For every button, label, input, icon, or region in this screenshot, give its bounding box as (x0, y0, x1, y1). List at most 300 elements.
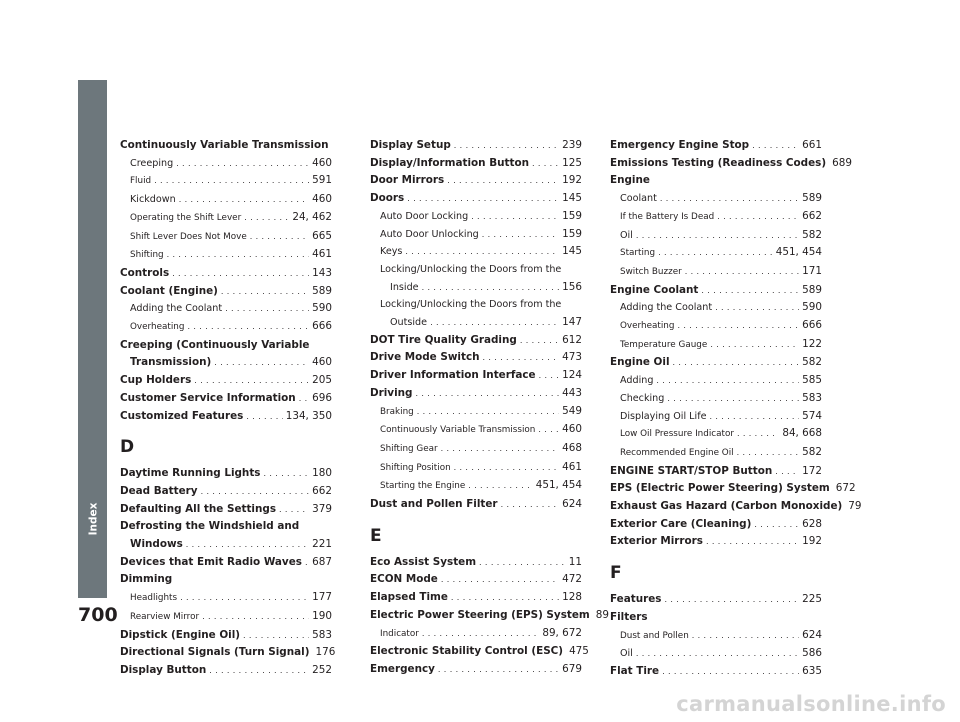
page-reference: 687 (312, 555, 332, 568)
page-reference: 156 (562, 280, 582, 293)
leader-dots (417, 403, 559, 421)
leader-dots (176, 155, 309, 173)
page-reference: 666 (802, 319, 822, 332)
page-number: 700 (78, 604, 118, 626)
index-subentry (610, 299, 822, 317)
page-reference: 143 (312, 266, 332, 279)
entry-label: Features (610, 593, 662, 606)
page-reference: 205 (312, 374, 332, 387)
leader-dots (677, 317, 799, 335)
index-entry (120, 554, 332, 572)
index-subentry (610, 263, 822, 282)
index-entry (370, 367, 582, 385)
entry-label: Creeping (130, 157, 174, 169)
leader-dots (715, 299, 799, 317)
index-entry (120, 465, 332, 483)
leader-dots (441, 571, 559, 589)
entry-label: Exterior Care (Cleaning) (610, 517, 752, 530)
page-reference: 679 (562, 662, 582, 675)
page-reference: 460 (562, 423, 582, 436)
index-subentry (120, 191, 332, 209)
index-subentry (120, 318, 332, 337)
entry-label: Outside (390, 317, 428, 329)
page-reference: 145 (562, 192, 582, 205)
page-reference: 461 (562, 460, 582, 473)
index-entry (370, 190, 582, 208)
page-reference: 24, 462 (292, 210, 332, 223)
leader-dots (483, 349, 560, 367)
entry-label: Devices that Emit Radio Waves (120, 555, 302, 568)
index-subentry (370, 296, 582, 314)
page-reference: 665 (312, 229, 332, 242)
page-reference: 590 (312, 302, 332, 315)
leader-dots (279, 501, 309, 519)
entry-label: Braking (380, 406, 414, 417)
entry-label: Displaying Oil Life (620, 410, 707, 422)
page-reference: 662 (802, 209, 822, 222)
index-entry (370, 643, 589, 661)
entry-label: Drive Mode Switch (370, 351, 480, 364)
index-column-2 (370, 137, 609, 679)
index-subentry (370, 208, 582, 226)
entry-label: Dust and Pollen Filter (370, 498, 498, 511)
page-reference: 11 (568, 555, 582, 568)
leader-dots (656, 372, 799, 390)
leader-dots (225, 300, 309, 318)
entry-label: Defrosting the Windshield and (120, 520, 300, 533)
leader-dots (180, 589, 309, 607)
entry-label: Continuously Variable Transmission (120, 139, 329, 151)
page-reference: 628 (802, 517, 822, 530)
index-subentry (370, 440, 582, 459)
leader-dots (706, 533, 799, 551)
page-reference: 583 (802, 391, 822, 404)
index-subentry (370, 314, 582, 332)
page-reference: 589 (802, 283, 822, 296)
page-reference: 468 (562, 441, 582, 454)
entry-label: Exterior Mirrors (610, 535, 703, 548)
index-subentry (120, 228, 332, 247)
page-reference: 252 (312, 663, 332, 676)
entry-label: Shifting Gear (380, 443, 438, 454)
index-entry (120, 337, 332, 355)
entry-label: Flat Tire (610, 664, 660, 677)
index-entry (610, 463, 822, 481)
index-entry (370, 332, 582, 350)
index-entry (370, 554, 582, 572)
leader-dots (520, 332, 559, 350)
index-entry (120, 518, 332, 536)
index-entry (610, 533, 822, 551)
leader-dots (407, 190, 559, 208)
entry-label: Headlights (130, 593, 178, 604)
page-reference: 145 (562, 245, 582, 258)
entry-label: Keys (380, 246, 403, 258)
leader-dots (737, 425, 779, 443)
page-reference: 472 (562, 573, 582, 586)
section-heading: E (370, 525, 382, 546)
leader-dots (532, 155, 559, 173)
leader-dots (244, 209, 289, 227)
entry-label: Adding the Coolant (620, 302, 713, 314)
index-subentry (120, 246, 332, 265)
page-reference: 661 (802, 139, 822, 151)
page-reference: 591 (312, 174, 332, 187)
index-entry (120, 571, 332, 589)
entry-label: Shift Lever Does Not Move (130, 231, 247, 242)
page-reference: 159 (562, 227, 582, 240)
index-subentry (370, 421, 582, 440)
page-reference: 582 (802, 356, 822, 369)
leader-dots (422, 625, 539, 643)
index-subentry (120, 172, 332, 191)
index-entry (120, 627, 332, 645)
index-subentry (610, 227, 822, 245)
entry-label: Emissions Testing (Readiness Codes) (610, 156, 827, 169)
entry-label: Coolant (Engine) (120, 284, 218, 297)
index-subentry (120, 589, 332, 608)
page-reference: 589 (802, 192, 822, 205)
leader-dots (660, 190, 799, 208)
index-subentry (610, 444, 822, 463)
index-subentry (370, 403, 582, 422)
page-reference: 585 (802, 374, 822, 387)
leader-dots (250, 228, 309, 246)
index-entry (370, 589, 582, 607)
leader-dots (201, 483, 310, 501)
page-reference: 574 (802, 409, 822, 422)
entry-label: Temperature Gauge (620, 339, 708, 350)
index-subentry (610, 336, 822, 355)
index-entry (370, 607, 609, 625)
leader-dots (454, 459, 560, 477)
entry-label: Dipstick (Engine Oil) (120, 628, 241, 641)
leader-dots (194, 372, 309, 390)
leader-dots (451, 589, 559, 607)
leader-dots (737, 444, 800, 462)
entry-label: Transmission) (130, 356, 212, 369)
index-entry (610, 282, 822, 300)
entry-label: Emergency Engine Stop (610, 139, 750, 151)
index-subentry (610, 627, 822, 646)
index-entry (610, 354, 822, 372)
page-reference: 590 (802, 301, 822, 314)
leader-dots (441, 440, 560, 458)
index-subentry (370, 279, 582, 297)
index-subentry (120, 209, 332, 228)
entry-label: Doors (370, 192, 405, 205)
entry-label: Driver Information Interface (370, 369, 536, 382)
leader-dots (405, 243, 559, 261)
entry-label: Engine (610, 174, 650, 187)
leader-dots (482, 226, 559, 244)
page-reference: 666 (312, 320, 332, 333)
page-reference: 624 (562, 498, 582, 511)
index-entry (120, 662, 332, 680)
leader-dots (415, 385, 559, 403)
entry-label: Starting the Engine (380, 481, 466, 492)
leader-dots (243, 627, 309, 645)
leader-dots (471, 208, 559, 226)
index-subentry (610, 645, 822, 663)
leader-dots (209, 662, 309, 680)
index-subentry (120, 608, 332, 627)
entry-label: Auto Door Locking (380, 210, 469, 222)
side-tab-label: Index (87, 502, 100, 536)
leader-dots (172, 265, 309, 283)
leader-dots (775, 463, 799, 481)
index-subentry (610, 390, 822, 408)
index-entry (120, 483, 332, 501)
leader-dots (752, 137, 799, 155)
section-heading: F (610, 563, 622, 584)
leader-dots (246, 408, 282, 426)
index-entry (370, 137, 582, 155)
page-reference: 689 (832, 156, 852, 169)
page-reference: 239 (562, 139, 582, 151)
entry-label: Cup Holders (120, 374, 192, 387)
index-subentry (610, 372, 822, 390)
page-reference: 172 (802, 464, 822, 477)
entry-label: Oil (620, 648, 633, 660)
leader-dots (202, 608, 309, 626)
page-reference: 582 (802, 445, 822, 458)
leader-dots (701, 282, 799, 300)
page-reference: 125 (562, 156, 582, 169)
index-subentry (610, 408, 822, 426)
entry-label: Starting (620, 248, 656, 259)
entry-label: Coolant (620, 193, 657, 205)
entry-label: Oil (620, 229, 633, 241)
index-entry (120, 501, 332, 519)
entry-label: ENGINE START/STOP Button (610, 464, 773, 477)
entry-label: Display Button (120, 663, 207, 676)
page-reference: 192 (802, 535, 822, 548)
entry-label: Display Setup (370, 139, 451, 151)
index-entry (610, 609, 822, 627)
index-subentry (370, 261, 582, 279)
entry-label: If the Battery Is Dead (620, 211, 715, 222)
index-entry (610, 137, 822, 155)
leader-dots (305, 554, 309, 572)
page-reference: 589 (312, 284, 332, 297)
entry-label: Recommended Engine Oil (620, 447, 734, 458)
index-column-3 (610, 137, 862, 681)
leader-dots (539, 367, 560, 385)
index-entry (370, 172, 582, 190)
leader-dots (538, 421, 559, 439)
leader-dots (636, 645, 799, 663)
page-reference: 176 (315, 646, 336, 659)
page-reference: 612 (562, 333, 582, 346)
leader-dots (214, 354, 309, 372)
page-reference: 122 (802, 337, 822, 350)
entry-label: Electric Power Steering (EPS) System (370, 608, 590, 621)
page-reference: 451, 454 (775, 246, 822, 259)
leader-dots (664, 591, 799, 609)
leader-dots (422, 279, 560, 297)
entry-label: Emergency (370, 662, 435, 675)
leader-dots (430, 314, 559, 332)
page-reference: 582 (802, 228, 822, 241)
entry-label: DOT Tire Quality Grading (370, 333, 517, 346)
page-reference: 147 (562, 316, 582, 329)
index-entry (370, 571, 582, 589)
page-reference: 473 (562, 351, 582, 364)
entry-label: Dead Battery (120, 484, 198, 497)
leader-dots (154, 172, 309, 190)
leader-dots (717, 208, 799, 226)
page-reference: 475 (569, 645, 589, 658)
page-reference: 171 (802, 264, 822, 277)
index-subentry (120, 300, 332, 318)
index-subentry (610, 317, 822, 336)
leader-dots (179, 191, 309, 209)
leader-dots (658, 244, 773, 262)
leader-dots (264, 465, 310, 483)
entry-label: Display/Information Button (370, 156, 529, 169)
index-column-1 (120, 137, 336, 680)
entry-label: Overheating (130, 322, 185, 333)
leader-dots (187, 318, 309, 336)
watermark: carmanualsonline.info (676, 692, 946, 716)
entry-label: Kickdown (130, 194, 176, 206)
index-entry (370, 349, 582, 367)
page-reference: 624 (802, 628, 822, 641)
index-entry (610, 172, 822, 190)
entry-label: Adding the Coolant (130, 303, 223, 315)
page-reference: 379 (312, 502, 332, 515)
entry-label: Switch Buzzer (620, 266, 682, 277)
entry-label: Engine Coolant (610, 283, 699, 296)
index-entry (370, 385, 582, 403)
page-reference: 662 (312, 484, 332, 497)
index-entry (120, 265, 332, 283)
entry-label: Checking (620, 392, 665, 404)
index-subentry (610, 190, 822, 208)
leader-dots (685, 263, 799, 281)
index-entry (610, 498, 862, 516)
leader-dots (754, 516, 799, 534)
index-entry (610, 591, 822, 609)
page-reference: 635 (802, 664, 822, 677)
entry-label: Dust and Pollen (620, 630, 689, 641)
index-subentry (610, 244, 822, 263)
entry-label: Dimming (120, 573, 173, 586)
index-entry (120, 390, 332, 408)
entry-label: Overheating (620, 321, 675, 332)
leader-dots (709, 408, 799, 426)
page-reference: 89, 672 (542, 626, 582, 639)
entry-label: Rearview Mirror (130, 611, 200, 622)
index-subentry (370, 477, 582, 496)
entry-label: Eco Assist System (370, 555, 477, 568)
entry-label: Driving (370, 386, 413, 399)
leader-dots (479, 554, 566, 572)
page-reference: 84, 668 (782, 427, 822, 440)
index-subentry (370, 625, 582, 644)
entry-label: Continuously Variable Transmission (380, 425, 536, 436)
entry-label: Locking/Unlocking the Doors from the (380, 299, 562, 311)
entry-label: Shifting (130, 250, 164, 261)
leader-dots (221, 283, 309, 301)
leader-dots (186, 536, 309, 554)
index-subentry (610, 425, 822, 444)
page-reference: 451, 454 (535, 479, 582, 492)
index-subentry (370, 226, 582, 244)
entry-label: Operating the Shift Lever (130, 212, 242, 223)
page-reference: 89 (595, 608, 609, 621)
page-reference: 192 (562, 174, 582, 187)
index-entry (120, 354, 332, 372)
index-entry (610, 516, 822, 534)
page-reference: 460 (312, 193, 332, 206)
entry-label: EPS (Electric Power Steering) System (610, 482, 830, 495)
entry-label: Daytime Running Lights (120, 467, 261, 480)
page-reference: 190 (312, 609, 332, 622)
entry-label: Electronic Stability Control (ESC) (370, 645, 564, 658)
index-entry (370, 155, 582, 173)
index-entry (120, 283, 332, 301)
page-reference: 177 (312, 591, 332, 604)
page-reference: 461 (312, 248, 332, 261)
leader-dots (438, 661, 559, 679)
page-reference: 159 (562, 209, 582, 222)
leader-dots (468, 477, 532, 495)
page-reference: 583 (312, 628, 332, 641)
entry-label: Shifting Position (380, 462, 451, 473)
index-entry (120, 372, 332, 390)
entry-label: Locking/Unlocking the Doors from the (380, 263, 562, 275)
page-reference: 443 (562, 386, 582, 399)
page-reference: 134, 350 (285, 409, 332, 422)
leader-dots (692, 627, 799, 645)
leader-dots (662, 663, 799, 681)
entry-label: Creeping (Continuously Variable (120, 338, 310, 351)
page-reference: 672 (835, 482, 856, 495)
page-reference: 460 (312, 156, 332, 169)
index-entry (120, 644, 336, 662)
entry-label: ECON Mode (370, 573, 438, 586)
entry-label: Low Oil Pressure Indicator (620, 429, 734, 440)
page-reference: 124 (562, 369, 582, 382)
page-reference: 586 (802, 647, 822, 660)
entry-label: Controls (120, 266, 170, 279)
index-subentry (370, 243, 582, 261)
page-reference: 225 (802, 593, 822, 606)
index-entry (120, 137, 332, 155)
entry-label: Adding (620, 375, 654, 387)
entry-label: Inside (390, 281, 419, 293)
page-reference: 460 (312, 356, 332, 369)
page-reference: 221 (312, 538, 332, 551)
page-reference: 79 (848, 500, 862, 513)
leader-dots (167, 246, 310, 264)
leader-dots (636, 227, 799, 245)
page-reference: 128 (562, 591, 582, 604)
leader-dots (501, 496, 560, 514)
entry-label: Engine Oil (610, 356, 670, 369)
section-heading: D (120, 437, 135, 458)
index-entry (120, 536, 332, 554)
entry-label: Directional Signals (Turn Signal) (120, 646, 310, 659)
index-subentry (370, 459, 582, 478)
entry-label: Auto Door Unlocking (380, 228, 479, 240)
leader-dots (673, 354, 800, 372)
entry-label: Door Mirrors (370, 174, 445, 187)
entry-label: Customized Features (120, 409, 244, 422)
entry-label: Customer Service Information (120, 391, 296, 404)
